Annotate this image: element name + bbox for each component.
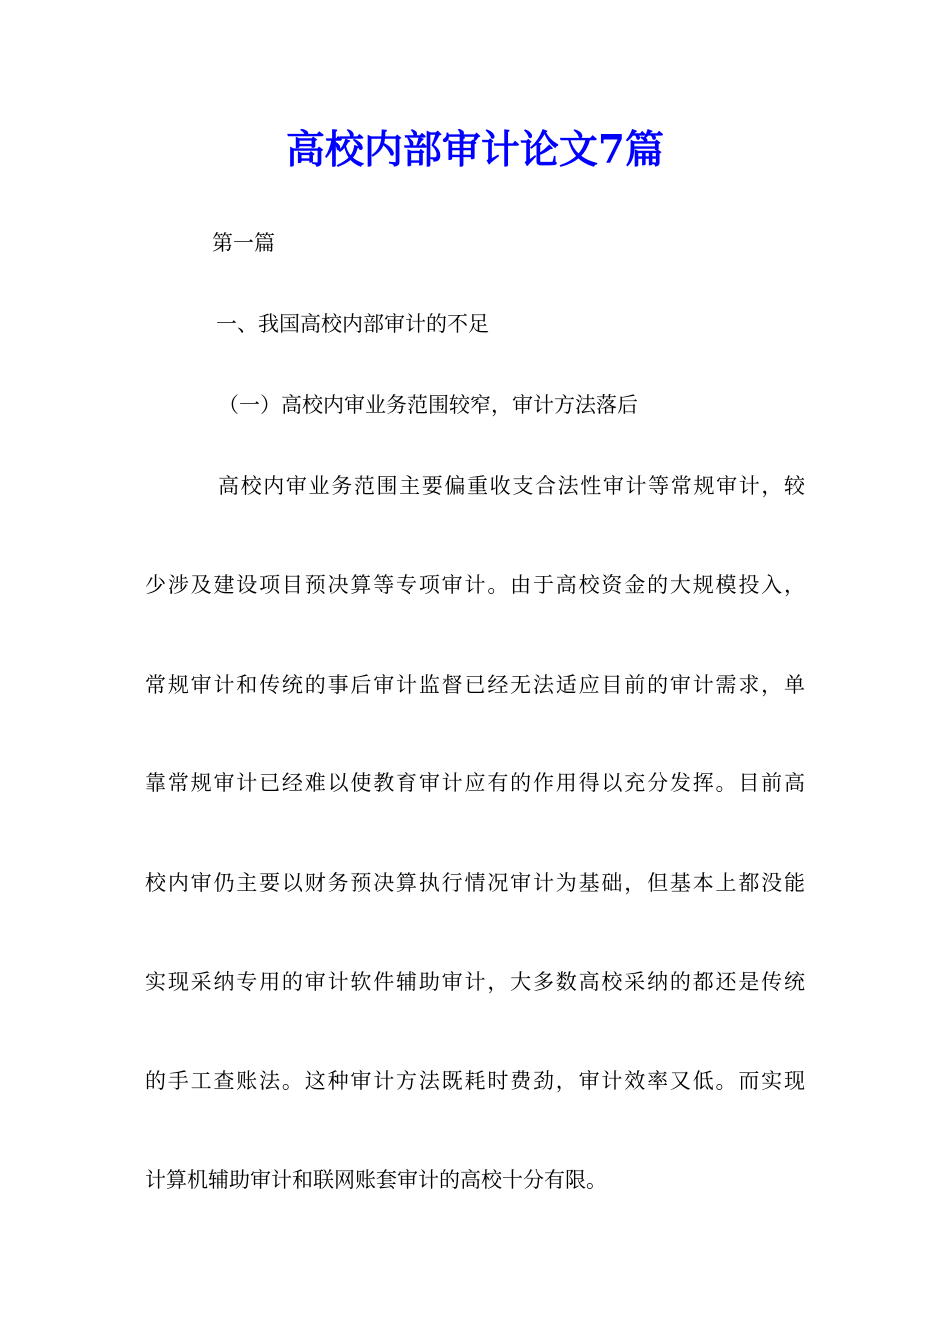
paragraph-line: 实现采纳专用的审计软件辅助审计，大多数高校采纳的都还是传统	[145, 970, 805, 994]
paragraph-line: 校内审仍主要以财务预决算执行情况审计为基础，但基本上都没能	[145, 871, 805, 895]
paragraph-line: 高校内审业务范围主要偏重收支合法性审计等常规审计，较	[218, 474, 805, 498]
document-title: 高校内部审计论文7篇	[285, 127, 665, 173]
paragraph-line: 计算机辅助审计和联网账套审计的高校十分有限。	[145, 1168, 607, 1192]
part-label: 第一篇	[212, 231, 275, 255]
paragraph-line: 靠常规审计已经难以使教育审计应有的作用得以充分发挥。目前高	[145, 771, 805, 795]
subsection-heading: （一）高校内审业务范围较窄，审计方法落后	[218, 393, 638, 417]
paragraph-line: 的手工查账法。这种审计方法既耗时费劲，审计效率又低。而实现	[145, 1069, 805, 1093]
paragraph-line: 常规审计和传统的事后审计监督已经无法适应目前的审计需求，单	[145, 673, 805, 697]
paragraph-line: 少涉及建设项目预决算等专项审计。由于高校资金的大规模投入，	[145, 573, 805, 597]
section-heading: 一、我国高校内部审计的不足	[216, 312, 489, 336]
